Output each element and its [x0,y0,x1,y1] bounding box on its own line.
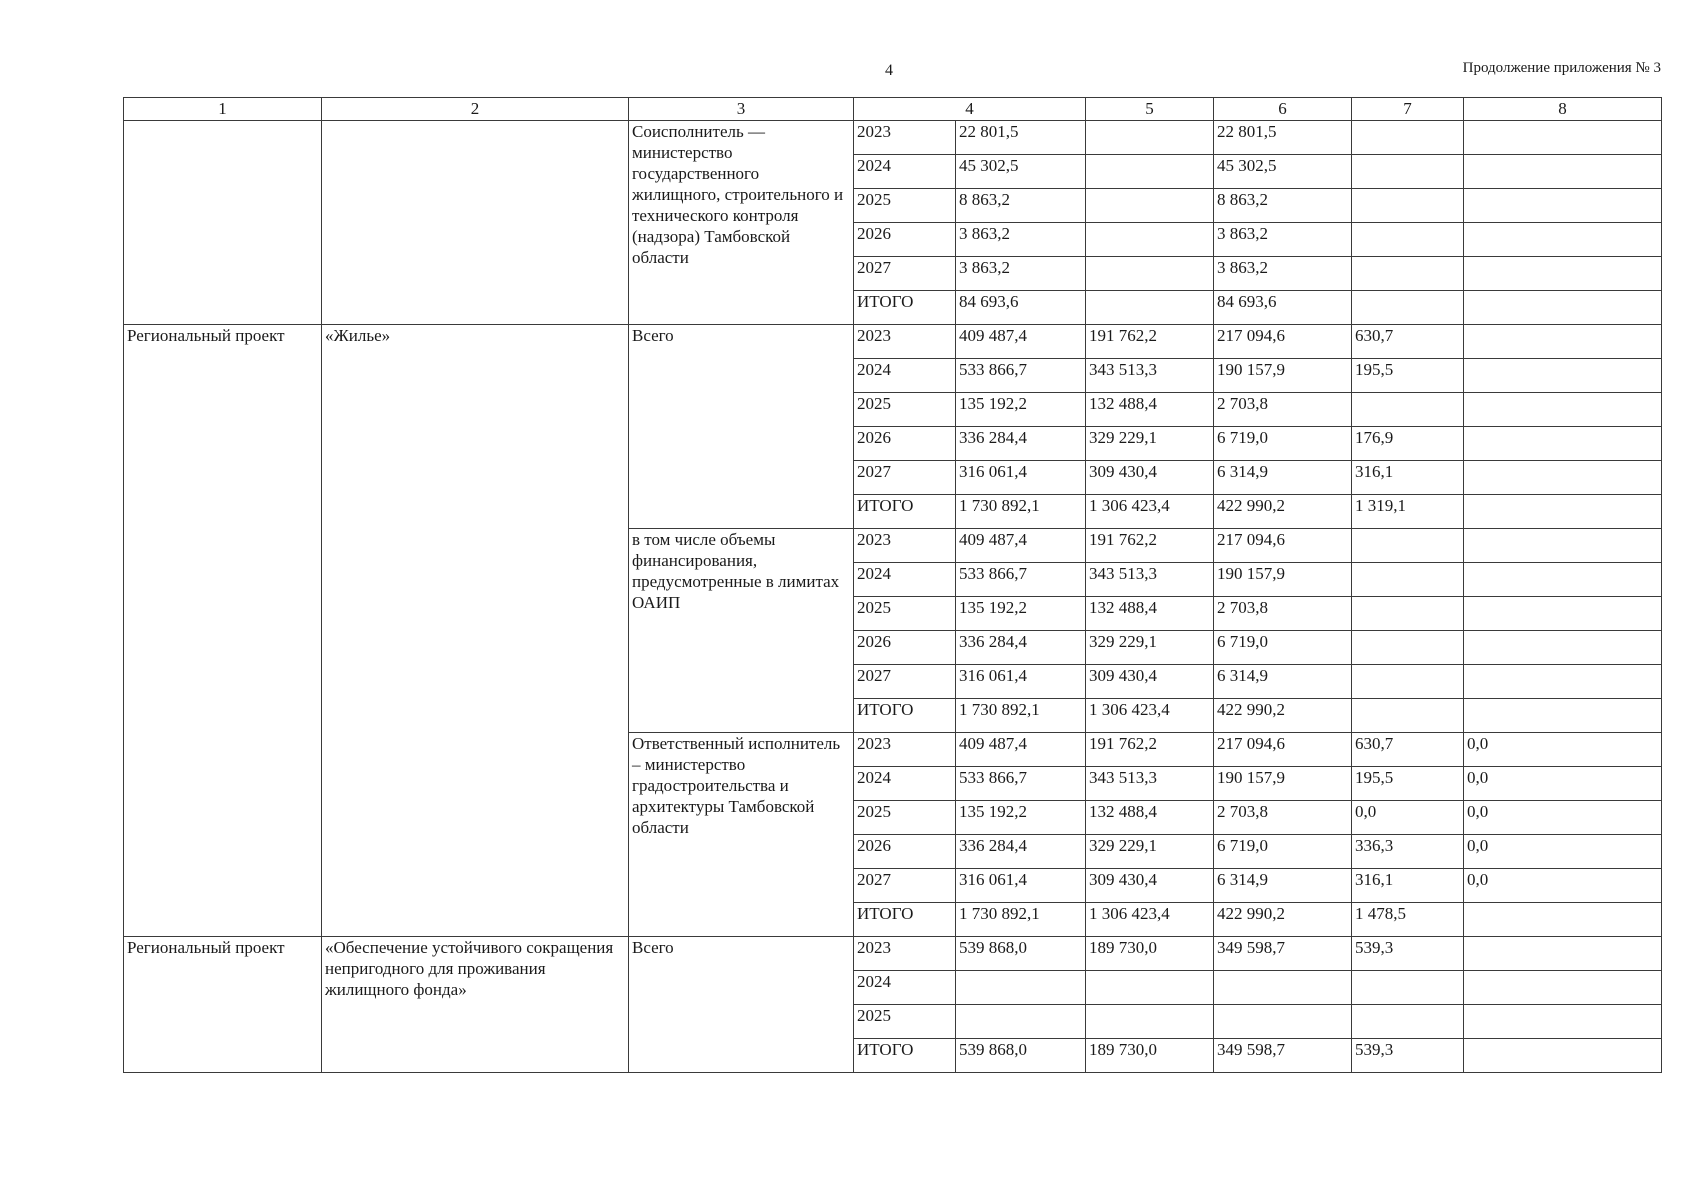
year-cell: 2023 [854,529,956,563]
federal-value-cell: 132 488,4 [1086,801,1214,835]
local-value-cell: 316,1 [1352,461,1464,495]
other-value-cell [1464,495,1662,529]
year-cell: 2025 [854,1005,956,1039]
local-value-cell [1352,529,1464,563]
total-value-cell: 336 284,4 [956,427,1086,461]
federal-value-cell: 1 306 423,4 [1086,699,1214,733]
local-value-cell: 1 478,5 [1352,903,1464,937]
total-value-cell: 533 866,7 [956,359,1086,393]
regional-value-cell: 422 990,2 [1214,495,1352,529]
total-value-cell: 533 866,7 [956,767,1086,801]
local-value-cell [1352,257,1464,291]
regional-value-cell: 190 157,9 [1214,767,1352,801]
year-cell: 2024 [854,155,956,189]
measure-type-cell [124,121,322,325]
federal-value-cell [1086,291,1214,325]
other-value-cell [1464,325,1662,359]
table-row [124,325,1662,359]
local-value-cell [1352,155,1464,189]
regional-value-cell: 349 598,7 [1214,937,1352,971]
total-value-cell: 316 061,4 [956,869,1086,903]
year-cell: 2025 [854,393,956,427]
federal-value-cell: 189 730,0 [1086,1039,1214,1073]
year-cell: 2024 [854,767,956,801]
local-value-cell [1352,971,1464,1005]
measure-type-cell: Региональный проект [124,937,322,1073]
regional-value-cell: 6 314,9 [1214,665,1352,699]
other-value-cell [1464,631,1662,665]
other-value-cell [1464,189,1662,223]
regional-value-cell: 217 094,6 [1214,325,1352,359]
local-value-cell [1352,291,1464,325]
other-value-cell [1464,665,1662,699]
other-value-cell [1464,529,1662,563]
total-value-cell: 533 866,7 [956,563,1086,597]
other-value-cell [1464,1005,1662,1039]
column-header-8: 8 [1464,98,1662,121]
year-cell: ИТОГО [854,1039,956,1073]
other-value-cell [1464,699,1662,733]
financing-table [123,97,1662,1073]
year-cell: 2024 [854,563,956,597]
other-value-cell [1464,359,1662,393]
total-value-cell: 22 801,5 [956,121,1086,155]
year-cell: 2026 [854,835,956,869]
total-value-cell: 135 192,2 [956,393,1086,427]
federal-value-cell [1086,971,1214,1005]
total-value-cell: 409 487,4 [956,325,1086,359]
regional-value-cell: 190 157,9 [1214,359,1352,393]
federal-value-cell [1086,257,1214,291]
total-value-cell: 409 487,4 [956,733,1086,767]
federal-value-cell: 309 430,4 [1086,869,1214,903]
year-cell: 2027 [854,665,956,699]
year-cell: 2026 [854,631,956,665]
total-value-cell: 316 061,4 [956,461,1086,495]
federal-value-cell: 132 488,4 [1086,393,1214,427]
local-value-cell: 336,3 [1352,835,1464,869]
other-value-cell: 0,0 [1464,733,1662,767]
year-cell: ИТОГО [854,291,956,325]
year-cell: 2025 [854,597,956,631]
year-cell: 2023 [854,937,956,971]
column-header-1: 1 [124,98,322,121]
regional-value-cell: 217 094,6 [1214,529,1352,563]
measure-type-cell: Региональный проект [124,325,322,937]
project-name-cell: «Жилье» [322,325,629,937]
total-value-cell: 135 192,2 [956,801,1086,835]
local-value-cell [1352,121,1464,155]
other-value-cell [1464,121,1662,155]
total-value-cell: 336 284,4 [956,835,1086,869]
other-value-cell [1464,393,1662,427]
regional-value-cell: 422 990,2 [1214,903,1352,937]
federal-value-cell: 343 513,3 [1086,563,1214,597]
other-value-cell [1464,597,1662,631]
year-cell: 2023 [854,121,956,155]
other-value-cell [1464,903,1662,937]
other-value-cell [1464,461,1662,495]
total-value-cell: 45 302,5 [956,155,1086,189]
other-value-cell: 0,0 [1464,767,1662,801]
source-label-cell: Всего [629,937,854,1073]
federal-value-cell: 343 513,3 [1086,767,1214,801]
other-value-cell [1464,937,1662,971]
table-row [124,937,1662,971]
total-value-cell [956,1005,1086,1039]
year-cell: 2026 [854,427,956,461]
year-cell: 2027 [854,257,956,291]
local-value-cell: 1 319,1 [1352,495,1464,529]
total-value-cell: 135 192,2 [956,597,1086,631]
local-value-cell: 539,3 [1352,1039,1464,1073]
regional-value-cell: 6 719,0 [1214,427,1352,461]
project-name-cell: «Обеспечение устойчивого сокращения непригодного для проживания жилищного фонда» [322,937,629,1073]
regional-value-cell: 6 719,0 [1214,631,1352,665]
federal-value-cell: 309 430,4 [1086,461,1214,495]
federal-value-cell: 1 306 423,4 [1086,903,1214,937]
other-value-cell: 0,0 [1464,869,1662,903]
federal-value-cell [1086,121,1214,155]
federal-value-cell: 329 229,1 [1086,427,1214,461]
local-value-cell [1352,563,1464,597]
year-cell: 2027 [854,869,956,903]
other-value-cell [1464,155,1662,189]
year-cell: 2024 [854,359,956,393]
federal-value-cell [1086,1005,1214,1039]
source-label-cell: Ответственный исполнитель – министерство градостроительства и архитектуры Тамбовской области [629,733,854,937]
local-value-cell: 176,9 [1352,427,1464,461]
federal-value-cell: 1 306 423,4 [1086,495,1214,529]
regional-value-cell: 6 314,9 [1214,461,1352,495]
total-value-cell: 1 730 892,1 [956,903,1086,937]
regional-value-cell: 6 314,9 [1214,869,1352,903]
federal-value-cell: 343 513,3 [1086,359,1214,393]
local-value-cell: 539,3 [1352,937,1464,971]
total-value-cell: 84 693,6 [956,291,1086,325]
total-value-cell: 8 863,2 [956,189,1086,223]
source-label-cell: в том числе объемы финансирования, предусмотренные в лимитах ОАИП [629,529,854,733]
total-value-cell: 3 863,2 [956,223,1086,257]
total-value-cell: 336 284,4 [956,631,1086,665]
regional-value-cell: 6 719,0 [1214,835,1352,869]
federal-value-cell: 191 762,2 [1086,325,1214,359]
header-row [124,98,1662,121]
local-value-cell [1352,1005,1464,1039]
year-cell: ИТОГО [854,903,956,937]
total-value-cell: 1 730 892,1 [956,495,1086,529]
regional-value-cell: 3 863,2 [1214,223,1352,257]
local-value-cell [1352,665,1464,699]
regional-value-cell: 84 693,6 [1214,291,1352,325]
federal-value-cell: 329 229,1 [1086,835,1214,869]
regional-value-cell: 217 094,6 [1214,733,1352,767]
other-value-cell [1464,563,1662,597]
project-name-cell [322,121,629,325]
year-cell: 2023 [854,733,956,767]
continuation-note: Продолжение приложения № 3 [1462,60,1661,76]
year-cell: 2025 [854,801,956,835]
table-row [124,121,1662,155]
federal-value-cell [1086,189,1214,223]
federal-value-cell: 191 762,2 [1086,529,1214,563]
federal-value-cell: 329 229,1 [1086,631,1214,665]
federal-value-cell [1086,223,1214,257]
year-cell: 2025 [854,189,956,223]
source-label-cell: Соисполнитель — министерство государственного жилищного, строительного и технического контроля (надзора) Тамбовской области [629,121,854,325]
other-value-cell [1464,427,1662,461]
regional-value-cell [1214,971,1352,1005]
other-value-cell [1464,223,1662,257]
regional-value-cell: 3 863,2 [1214,257,1352,291]
local-value-cell: 0,0 [1352,801,1464,835]
column-header-7: 7 [1352,98,1464,121]
regional-value-cell: 349 598,7 [1214,1039,1352,1073]
total-value-cell: 409 487,4 [956,529,1086,563]
other-value-cell [1464,257,1662,291]
local-value-cell [1352,699,1464,733]
source-label-cell: Всего [629,325,854,529]
local-value-cell [1352,189,1464,223]
column-header-5: 5 [1086,98,1214,121]
federal-value-cell: 132 488,4 [1086,597,1214,631]
federal-value-cell [1086,155,1214,189]
column-header-6: 6 [1214,98,1352,121]
column-header-4: 4 [854,98,1086,121]
local-value-cell [1352,393,1464,427]
year-cell: 2024 [854,971,956,1005]
total-value-cell: 316 061,4 [956,665,1086,699]
year-cell: ИТОГО [854,699,956,733]
federal-value-cell: 189 730,0 [1086,937,1214,971]
year-cell: 2026 [854,223,956,257]
year-cell: 2027 [854,461,956,495]
regional-value-cell [1214,1005,1352,1039]
local-value-cell [1352,597,1464,631]
local-value-cell: 195,5 [1352,359,1464,393]
regional-value-cell: 2 703,8 [1214,801,1352,835]
local-value-cell: 630,7 [1352,325,1464,359]
total-value-cell: 1 730 892,1 [956,699,1086,733]
federal-value-cell: 191 762,2 [1086,733,1214,767]
other-value-cell: 0,0 [1464,801,1662,835]
federal-value-cell: 309 430,4 [1086,665,1214,699]
total-value-cell: 539 868,0 [956,1039,1086,1073]
year-cell: 2023 [854,325,956,359]
other-value-cell [1464,971,1662,1005]
regional-value-cell: 22 801,5 [1214,121,1352,155]
column-header-2: 2 [322,98,629,121]
regional-value-cell: 2 703,8 [1214,393,1352,427]
total-value-cell: 3 863,2 [956,257,1086,291]
regional-value-cell: 8 863,2 [1214,189,1352,223]
local-value-cell [1352,223,1464,257]
total-value-cell [956,971,1086,1005]
other-value-cell [1464,291,1662,325]
other-value-cell: 0,0 [1464,835,1662,869]
local-value-cell: 316,1 [1352,869,1464,903]
local-value-cell: 630,7 [1352,733,1464,767]
regional-value-cell: 2 703,8 [1214,597,1352,631]
other-value-cell [1464,1039,1662,1073]
local-value-cell: 195,5 [1352,767,1464,801]
year-cell: ИТОГО [854,495,956,529]
column-header-3: 3 [629,98,854,121]
regional-value-cell: 45 302,5 [1214,155,1352,189]
regional-value-cell: 422 990,2 [1214,699,1352,733]
total-value-cell: 539 868,0 [956,937,1086,971]
regional-value-cell: 190 157,9 [1214,563,1352,597]
local-value-cell [1352,631,1464,665]
page-number: 4 [885,62,893,79]
